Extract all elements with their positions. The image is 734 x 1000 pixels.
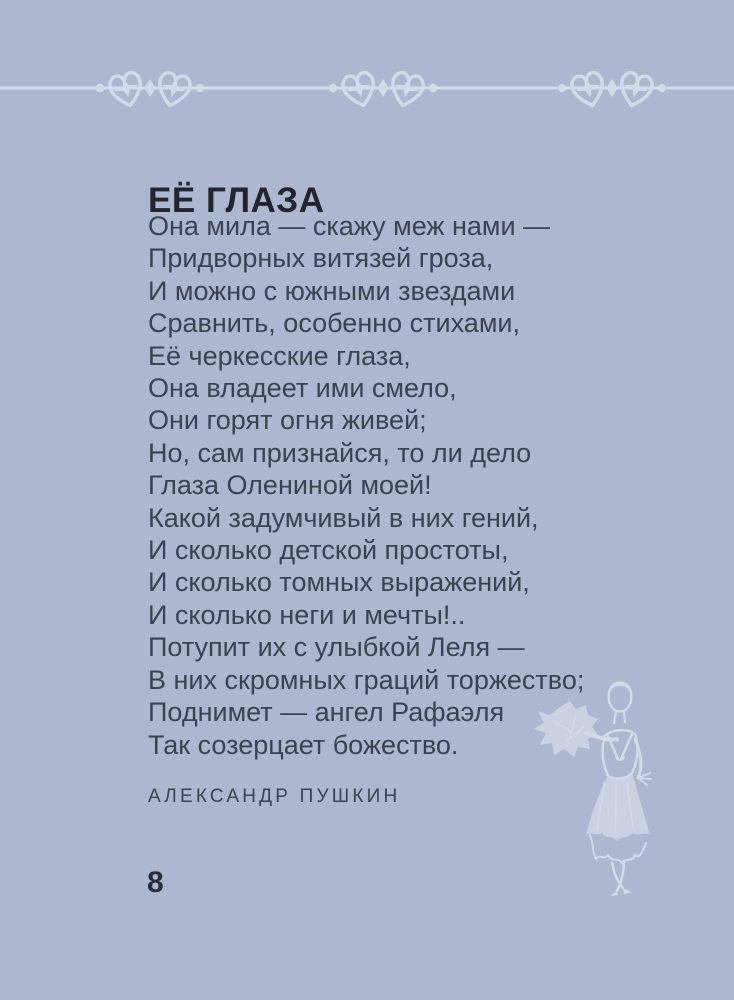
poem-line: Придворных витязей гроза, xyxy=(148,243,494,274)
poem-author: АЛЕКСАНДР ПУШКИН xyxy=(148,786,401,807)
poem-title: ЕЁ ГЛАЗА xyxy=(148,181,325,221)
poem-line: Но, сам признайся, то ли дело xyxy=(148,437,532,468)
poem-line: Поднимет — ангел Рафаэля xyxy=(148,697,505,728)
poem-line: Потупит их с улыбкой Леля — xyxy=(148,632,525,663)
poem-line: И сколько неги и мечты!.. xyxy=(148,599,466,630)
woman-with-bouquet-illustration-icon xyxy=(520,665,670,905)
poem-line: Они горят огня живей; xyxy=(148,405,427,436)
poem-line: И сколько детской простоты, xyxy=(148,535,509,566)
poem-line: Она владеет ими смело, xyxy=(148,373,457,404)
poem-line: Она мила — скажу меж нами — xyxy=(148,211,551,241)
poem-line: Сравнить, особенно стихами, xyxy=(148,308,520,339)
poem-line: Глаза Олениной моей! xyxy=(148,470,432,501)
poem-line: Какой задумчивый в них гений, xyxy=(148,502,539,533)
poem-line: И сколько томных выражений, xyxy=(148,567,530,598)
page-number: 8 xyxy=(147,866,164,899)
poem-line: В них скромных граций торжество; xyxy=(148,664,585,695)
poem-line: Её черкесские глаза, xyxy=(148,340,411,371)
heart-filigree-divider-icon xyxy=(0,60,734,116)
poem-line: Так созерцает божество. xyxy=(148,729,459,760)
poem-line: И можно с южными звездами xyxy=(148,275,516,306)
